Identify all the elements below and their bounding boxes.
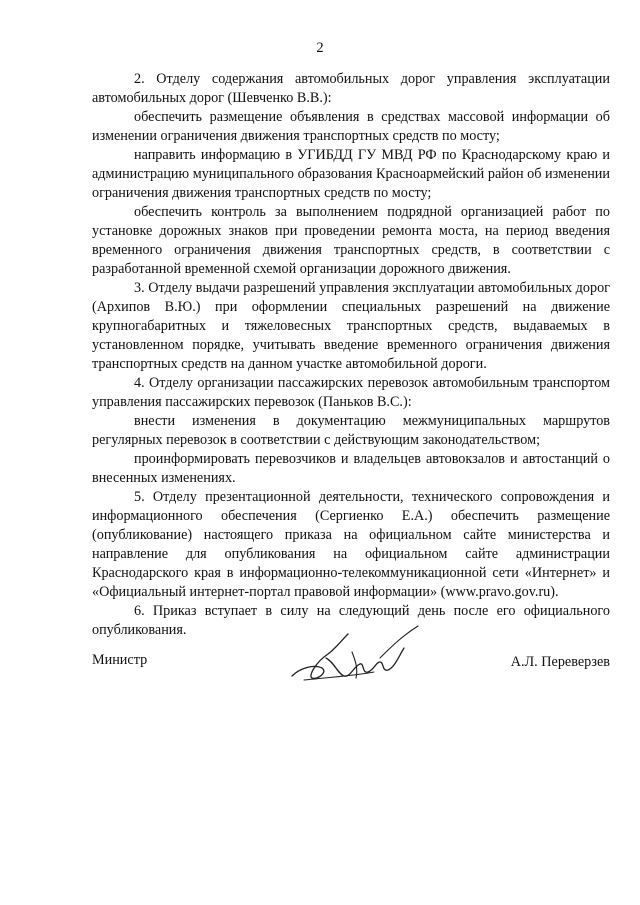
signer-position: Министр [92,652,148,668]
paragraph-inform-carriers: проинформировать перевозчиков и владельцев автовокзалов и автостанций о внесенных изменениях. [92,451,610,486]
paragraph-item-5: 5. Отделу презентационной деятельности, технического сопровождения и информационного обеспечения (Сергиенко Е.А.) обеспечить размещение (опубликование) настоящего приказа на официальном сайте министерства и направление для опубликования на официальном сайте администрации Краснодарского края в информационно-телекоммуникационной сети «Интернет» и «Официальный интернет-портал правовой информации» (www.pravo.gov.ru). [92,489,610,600]
document-body [92,70,610,640]
paragraph-publish-announcement: обеспечить размещение объявления в средствах массовой информации об изменении ограничения движения транспортных средств по мосту; [92,109,610,144]
paragraph-item-6: 6. Приказ вступает в силу на следующий день после его официального опубликования. [92,603,610,638]
signature-block [92,618,610,708]
signer-name: А.Л. Переверзев [510,654,610,670]
paragraph-control-works: обеспечить контроль за выполнением подрядной организацией работ по установке дорожных знаков при проведении ремонта моста, на период введения временного ограничения движения транспортных средств, в соответствии с разработанной временной схемой организации дорожного движения. [92,204,610,277]
paragraph-amend-documentation: внести изменения в документацию межмуниципальных маршрутов регулярных перевозок в соответствии с действующим законодательством; [92,413,610,448]
paragraph-item-4: 4. Отделу организации пассажирских перевозок автомобильным транспортом управления пассажирских перевозок (Паньков В.С.): [92,375,610,410]
paragraph-send-information: направить информацию в УГИБДД ГУ МВД РФ по Краснодарскому краю и администрацию муниципального образования Красноармейский район об изменении ограничения движения транспортных средств по мосту; [92,147,610,201]
paragraph-item-3: 3. Отделу выдачи разрешений управления эксплуатации автомобильных дорог (Архипов В.Ю.) при оформлении специальных разрешений на движение крупногабаритных и тяжеловесных транспортных средств, выдаваемых в установленном порядке, учитывать введение временного ограничения движения транспортных средств на данном участке автомобильной дороги. [92,280,610,372]
handwritten-signature [282,618,432,698]
page-number: 2 [316,40,324,56]
paragraph-item-2: 2. Отделу содержания автомобильных дорог управления эксплуатации автомобильных дорог (Шевченко В.В.): [92,71,610,106]
